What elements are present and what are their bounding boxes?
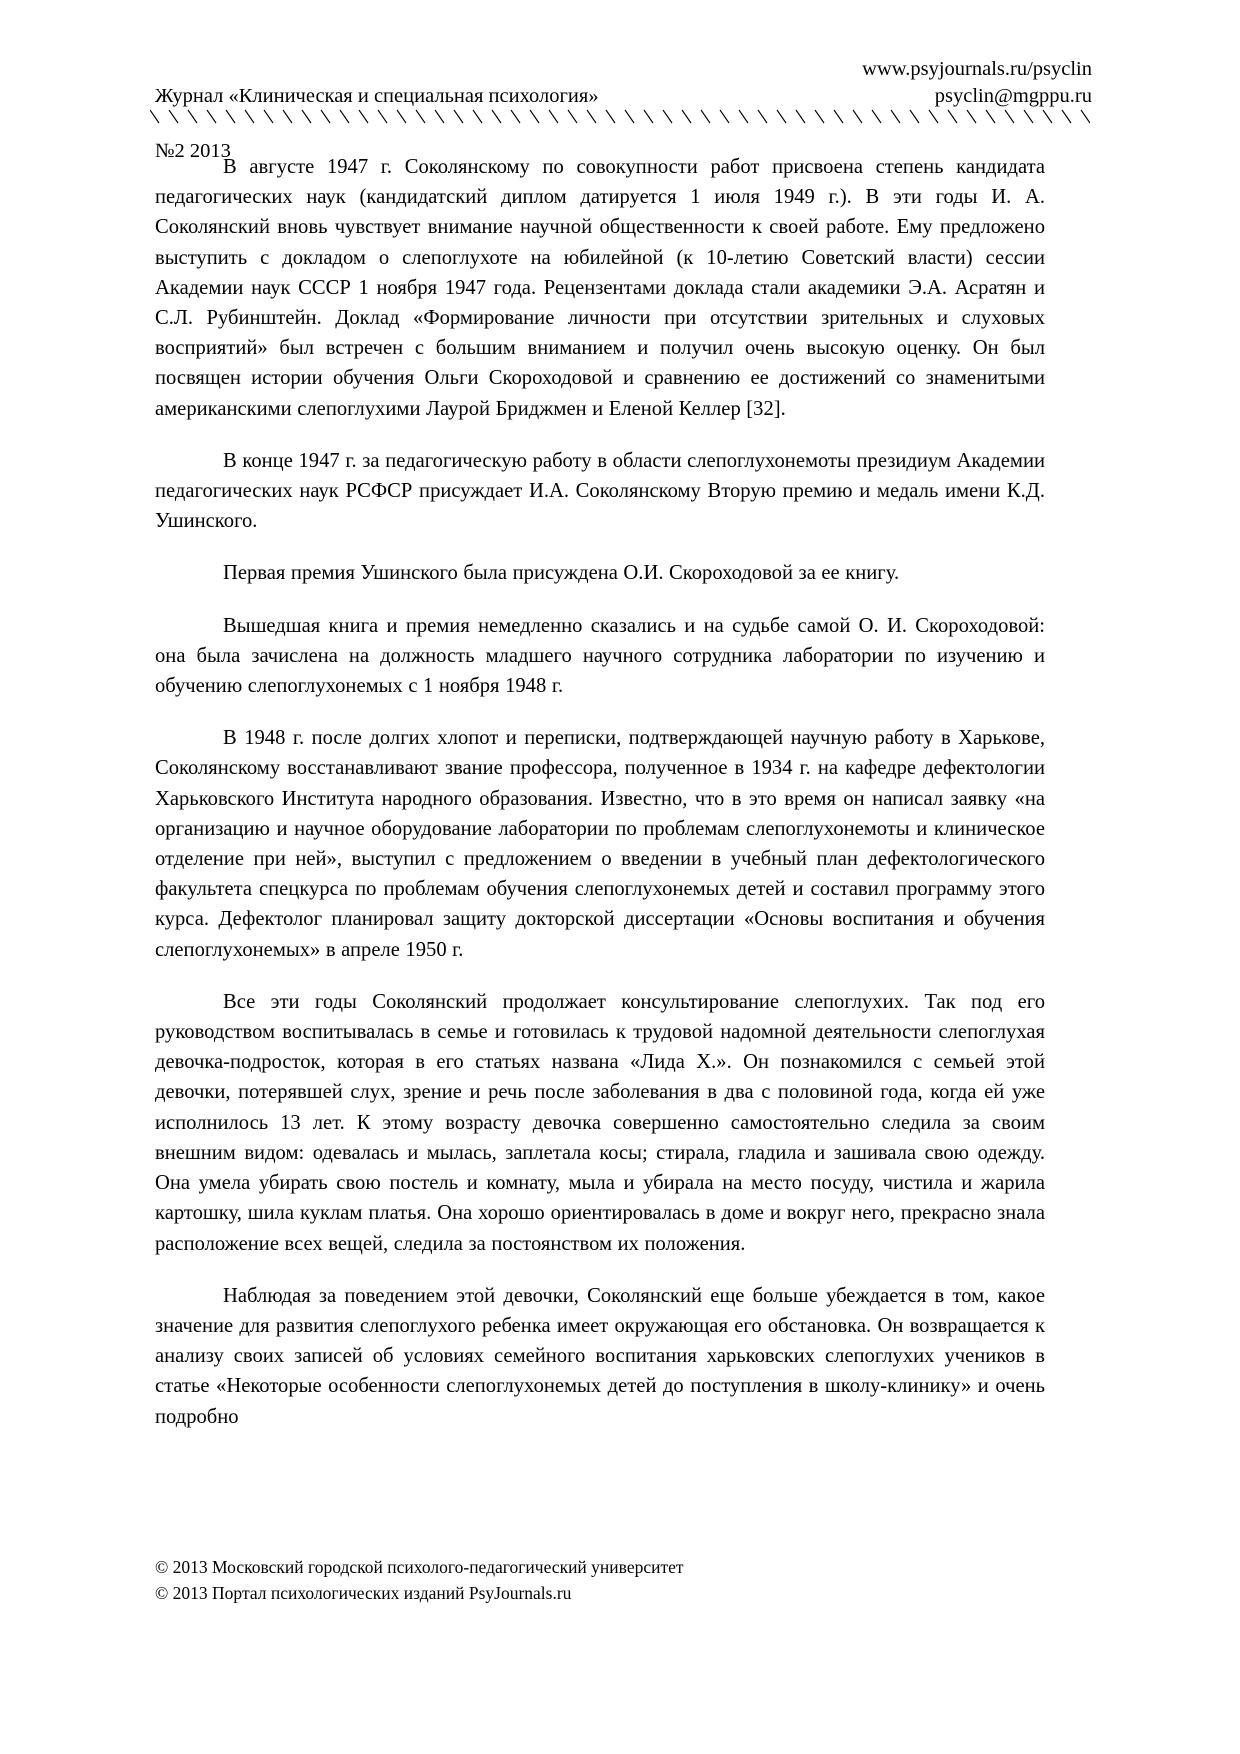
decorative-zigzag-rule — [150, 108, 1090, 126]
body-paragraph: Вышедшая книга и премия немедленно сказались и на судьбе самой О. И. Скороходовой: она была зачислена на должность младшего научного сотрудника лаборатории по изучению и обучению слепоглухонемых с 1 ноября 1948 г. — [155, 614, 1045, 698]
journal-website: www.psyjournals.ru/psyclin — [862, 58, 1092, 80]
body-paragraph: В августе 1947 г. Соколянскому по совокупности работ присвоена степень кандидата педагогических наук (кандидатский диплом датируется 1 июля 1949 г.). В эти годы И. А. Соколянский вновь чувствует внимание научной общественности к своей работе. Ему предложено выступить с докладом о слепоглухоте на юбилейной (к 10-летию Советский власти) сессии Академии наук СССР 1 ноября 1947 года. Рецензентами доклада стали академики Э.А. Асратян и С.Л. Рубинштейн. Доклад «Формирование личности при отсутствии зрительных и слуховых восприятий» был встречен с большим вниманием и получил очень высокую оценку. Он был посвящен истории обучения Ольги Скороходовой и сравнению ее достижений со знаменитыми американскими слепоглухими Лаурой Бриджмен и Еленой Келлер [32]. — [155, 156, 1045, 420]
body-paragraph: Первая премия Ушинского была присуждена О.И. Скороходовой за ее книгу. — [223, 562, 900, 585]
header-contact-info — [862, 56, 1092, 111]
journal-email: psyclin@mgppu.ru — [934, 85, 1092, 108]
body-paragraph: Наблюдая за поведением этой девочки, Соколянский еще больше убеждается в том, какое значение для развития слепоглухого ребенка имеет окружающая его обстановка. Он возвращается к анализу своих записей об условиях семейного воспитания харьковских слепоглухих учеников в статье «Некоторые особенности слепоглухонемых детей до поступления в школу-клинику» и очень подробно — [155, 1284, 1045, 1428]
journal-issue: №2 2013 — [155, 139, 231, 162]
body-paragraph: Все эти годы Соколянский продолжает консультирование слепоглухих. Так под его руководством воспитывалась в семье и готовилась к трудовой надомной деятельности слепоглухая девочка-подросток, которая в его статьях названа «Лида Х.». Он познакомился с семьей этой девочки, потерявшей слух, зрение и речь после заболевания в два с половиной года, когда ей уже исполнилось 13 лет. К этому возрасту девочка совершенно самостоятельно следила за своим внешним видом: одевалась и мылась, заплетала косы; стирала, гладила и зашивала свою одежду. Она умела убирать свою постель и комнату, мыла и убирала на место посуду, чистила и жарила картошку, шила куклам платья. Она хорошо ориентировалась в доме и вокруг него, прекрасно знала расположение всех вещей, следила за постоянством их положения. — [155, 990, 1045, 1255]
body-paragraph: В 1948 г. после долгих хлопот и переписки, подтверждающей научную работу в Харькове, Соколянскому восстанавливают звание профессора, полученное в 1934 г. на кафедре дефектологии Харьковского Института народного образования. Известно, что в это время он написал заявку «на организацию и научное оборудование лаборатории по проблемам слепоглухонемоты и клиническое отделение при ней», выступил с предложением о введении в учебный план дефектологического факультета спецкурса по проблемам обучения слепоглухонемых детей и составил программу этого курса. Дефектолог планировал защиту докторской диссертации «Основы воспитания и обучения слепоглухонемых» в апреле 1950 г. — [155, 727, 1045, 961]
page-footer — [155, 1554, 684, 1606]
body-paragraph: В конце 1947 г. за педагогическую работу в области слепоглухонемоты президиум Академии педагогических наук РСФСР присуждает И.А. Соколянскому Вторую премию и медаль имени К.Д. Ушинского. — [155, 449, 1045, 533]
copyright-portal: © 2013 Портал психологических изданий PsyJournals.ru — [155, 1583, 572, 1603]
document-body — [155, 152, 1045, 1432]
journal-title: Журнал «Клиническая и специальная психология» — [155, 85, 599, 108]
copyright-university: © 2013 Московский городской психолого-педагогический университет — [155, 1557, 684, 1577]
